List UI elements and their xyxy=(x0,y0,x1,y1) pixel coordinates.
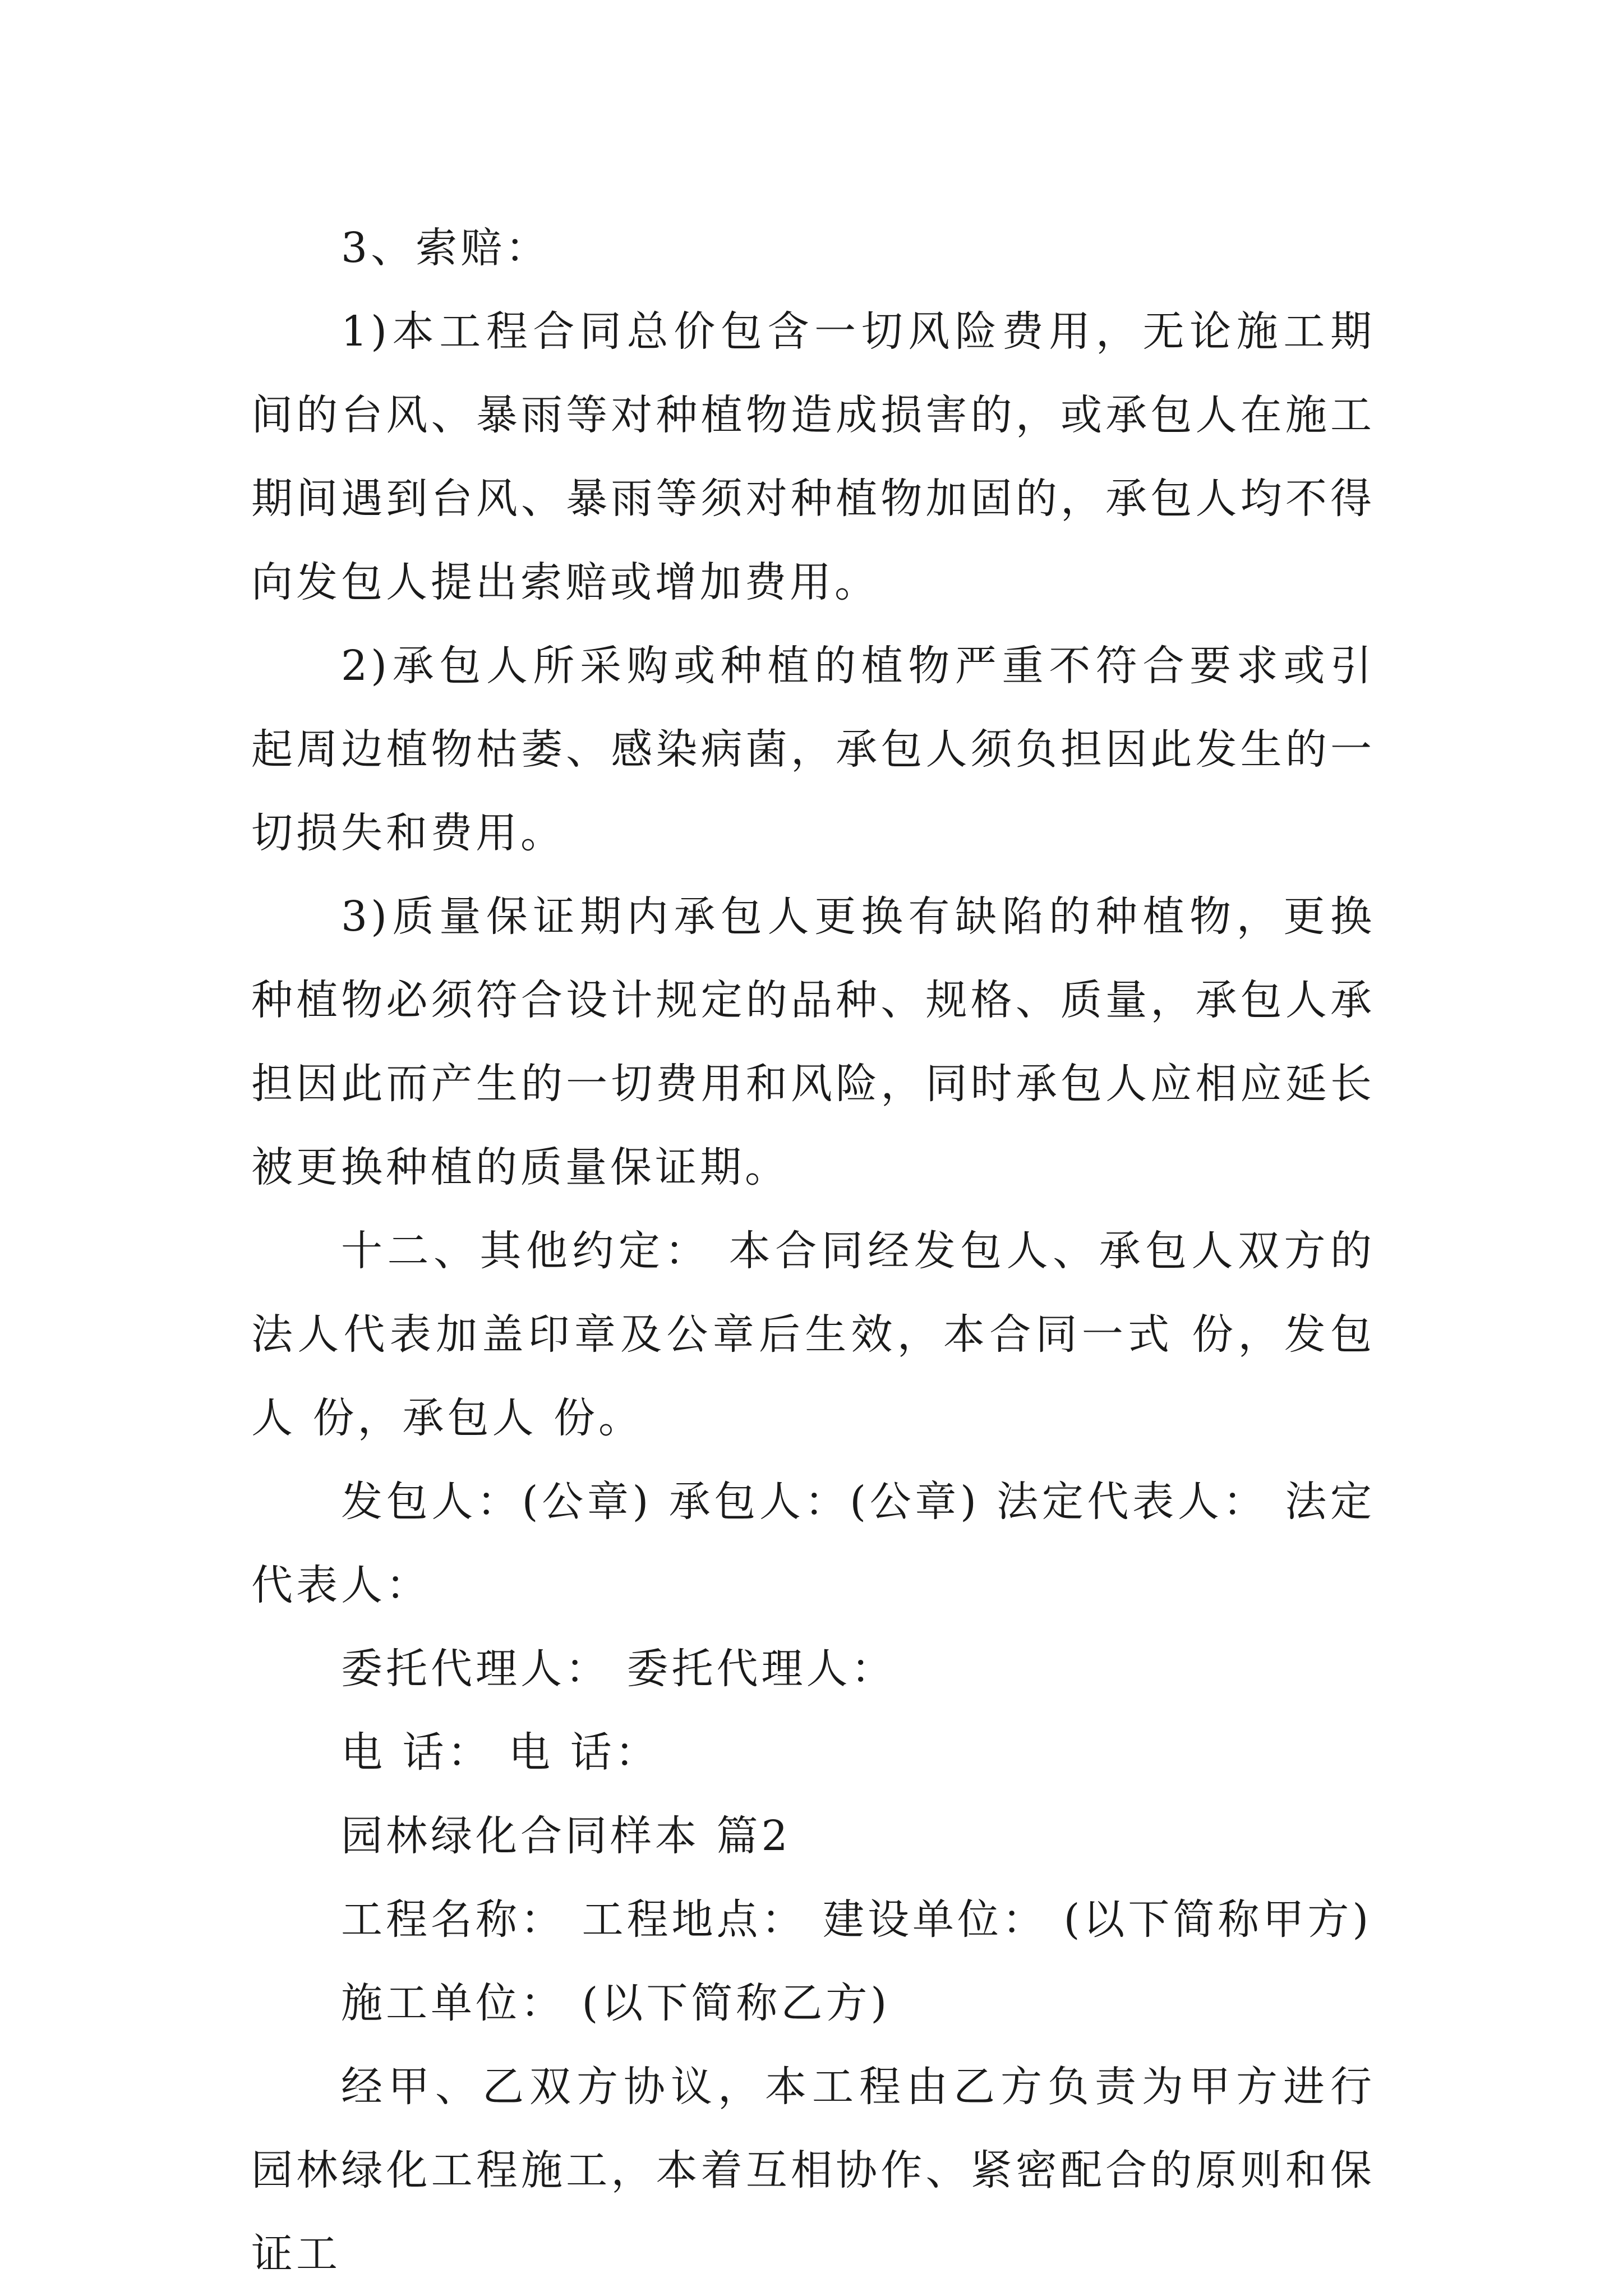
paragraph-signatories: 发包人：(公章) 承包人：(公章) 法定代表人： 法定代表人： xyxy=(251,1478,1375,1609)
section-heading-claims: 3、索赔： xyxy=(341,224,551,272)
paragraph-claim-3: 3)质量保证期内承包人更换有缺陷的种植物，更换种植物必须符合设计规定的品种、规格、质量，承包人承担因此而产生的一切费用和风险，同时承包人应相应延长被更换种植的质量保证期。 xyxy=(251,892,1375,1191)
document-body xyxy=(251,206,1375,2296)
paragraph-other-agreements: 十二、其他约定： 本合同经发包人、承包人双方的法人代表加盖印章及公章后生效，本合同一式 份，发包人 份，承包人 份。 xyxy=(251,1227,1375,1442)
paragraph-phones: 电 话： 电 话： xyxy=(341,1728,660,1777)
paragraph-contractor: 施工单位： (以下简称乙方) xyxy=(341,1979,891,2027)
paragraph-claim-1: 1)本工程合同总价包含一切风险费用，无论施工期间的台风、暴雨等对种植物造成损害的，或承包人在施工期间遇到台风、暴雨等须对种植物加固的，承包人均不得向发包人提出索赔或增加费用。 xyxy=(251,307,1375,606)
paragraph-agents: 委托代理人： 委托代理人： xyxy=(341,1645,896,1693)
paragraph-claim-2: 2)承包人所采购或种植的植物严重不符合要求或引起周边植物枯萎、感染病菌，承包人须负担因此发生的一切损失和费用。 xyxy=(251,642,1375,857)
section-title-part-2: 园林绿化合同样本 篇2 xyxy=(341,1812,791,1860)
paragraph-agreement-intro: 经甲、乙双方协议，本工程由乙方负责为甲方进行 园林绿化工程施工，本着互相协作、紧密配合的原则和保证工 xyxy=(251,2063,1375,2278)
paragraph-project-info: 工程名称： 工程地点： 建设单位： (以下简称甲方) xyxy=(341,1895,1372,1944)
